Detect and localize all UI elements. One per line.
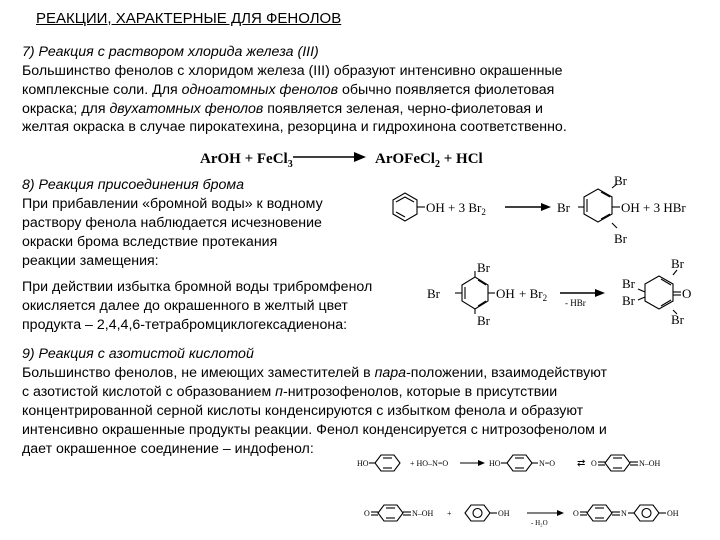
svg-text:Br: Br [614,173,627,188]
eq8-reagent: + 3 $Br_2$ [448,200,486,217]
svg-text:O: O [591,459,597,468]
section-8-para-1-line-2: раствору фенола наблюдается исчезновение [22,215,322,231]
eq8b-reagent: + $Br_2$ [519,286,548,303]
svg-text:Br: Br [557,200,570,215]
svg-text:Br: Br [427,286,440,301]
eq7-right: ArOFeCl$_2$ + HCl [375,151,483,170]
section-7-line-1: Большинство фенолов с хлоридом железа (III) образуют интенсивно окрашенные [22,63,563,79]
section-8-heading: 8) Реакция присоединения брома [22,177,245,193]
svg-text:N–OH: N–OH [639,459,661,468]
svg-text:O: O [682,286,692,301]
section-8-para-1-line-3: окраски брома вследствие протекания [22,234,278,250]
svg-text:HO: HO [357,459,369,468]
section-7-line-3: окраска; для двухатомных фенолов появляется зеленая, черно-фиолетовая и [22,101,543,117]
section-7-line-2: комплексные соли. Для одноатомных фенолов обычно появляется фиолетовая [22,82,555,98]
svg-text:OH: OH [426,200,445,215]
svg-text:O: O [364,509,370,518]
svg-text:+ HO–N=O: + HO–N=O [410,459,449,468]
svg-text:⇄: ⇄ [577,458,586,469]
section-9-heading: 9) Реакция с азотистой кислотой [22,346,254,362]
svg-text:N=O: N=O [539,459,556,468]
section-8-para-2-line-2: окисляется далее до окрашенного в желтый цвет [22,298,348,314]
section-9-line-4: интенсивно окрашенные продукты реакции. Фенол конденсируется с нитрозофенолом и [22,422,607,438]
svg-text:+: + [447,509,452,518]
section-7-heading: 7) Реакция с раствором хлорида железа (III) [22,44,319,60]
svg-text:O: O [573,509,579,518]
page-title: РЕАКЦИИ, ХАРАКТЕРНЫЕ ДЛЯ ФЕНОЛОВ [36,10,342,27]
svg-text:Br: Br [477,260,490,275]
section-9-line-3: концентрированной серной кислоты конденсируются с избытком фенола и образуют [22,403,584,419]
section-7-line-4: желтая окраска в случае пирокатехина, резорцина и гидрохинона соответственно. [22,119,567,135]
section-9-line-1: Большинство фенолов, не имеющих заместителей в пара-положении, взаимодействуют [22,365,608,381]
svg-text:Br: Br [671,312,684,327]
svg-text:HO: HO [489,459,501,468]
section-8-para-1-line-4: реакции замещения: [22,253,159,269]
eq8b-condition: - HBr [565,298,586,308]
svg-text:- H₂O: - H₂O [531,519,548,527]
svg-text:OH: OH [498,509,510,518]
svg-text:OH + 3 HBr: OH + 3 HBr [621,200,686,215]
svg-text:Br: Br [622,293,635,308]
section-8-para-2-line-1: При действии избытка бромной воды трибромфенол [22,279,373,295]
section-8-para-2-line-3: продукта – 2,4,4,6-тетрабромциклогексадиенона: [22,317,348,333]
svg-text:OH: OH [667,509,679,518]
section-9-line-5: дает окрашенное соединение – индофенол: [22,441,314,457]
section-8-para-1-line-1: При прибавлении «бромной воды» к водному [22,196,323,212]
svg-text:N–OH: N–OH [412,509,434,518]
svg-text:Br: Br [614,231,627,246]
eq7-left: ArOH + FeCl$_3$ [200,151,293,170]
svg-text:N: N [621,509,627,518]
section-9-line-2: с азотистой кислотой с образованием п-нитрозофенолов, которые в присутствии [22,384,558,400]
svg-text:OH: OH [496,286,515,301]
svg-text:Br: Br [671,256,684,271]
svg-text:Br: Br [622,276,635,291]
svg-text:Br: Br [477,313,490,328]
